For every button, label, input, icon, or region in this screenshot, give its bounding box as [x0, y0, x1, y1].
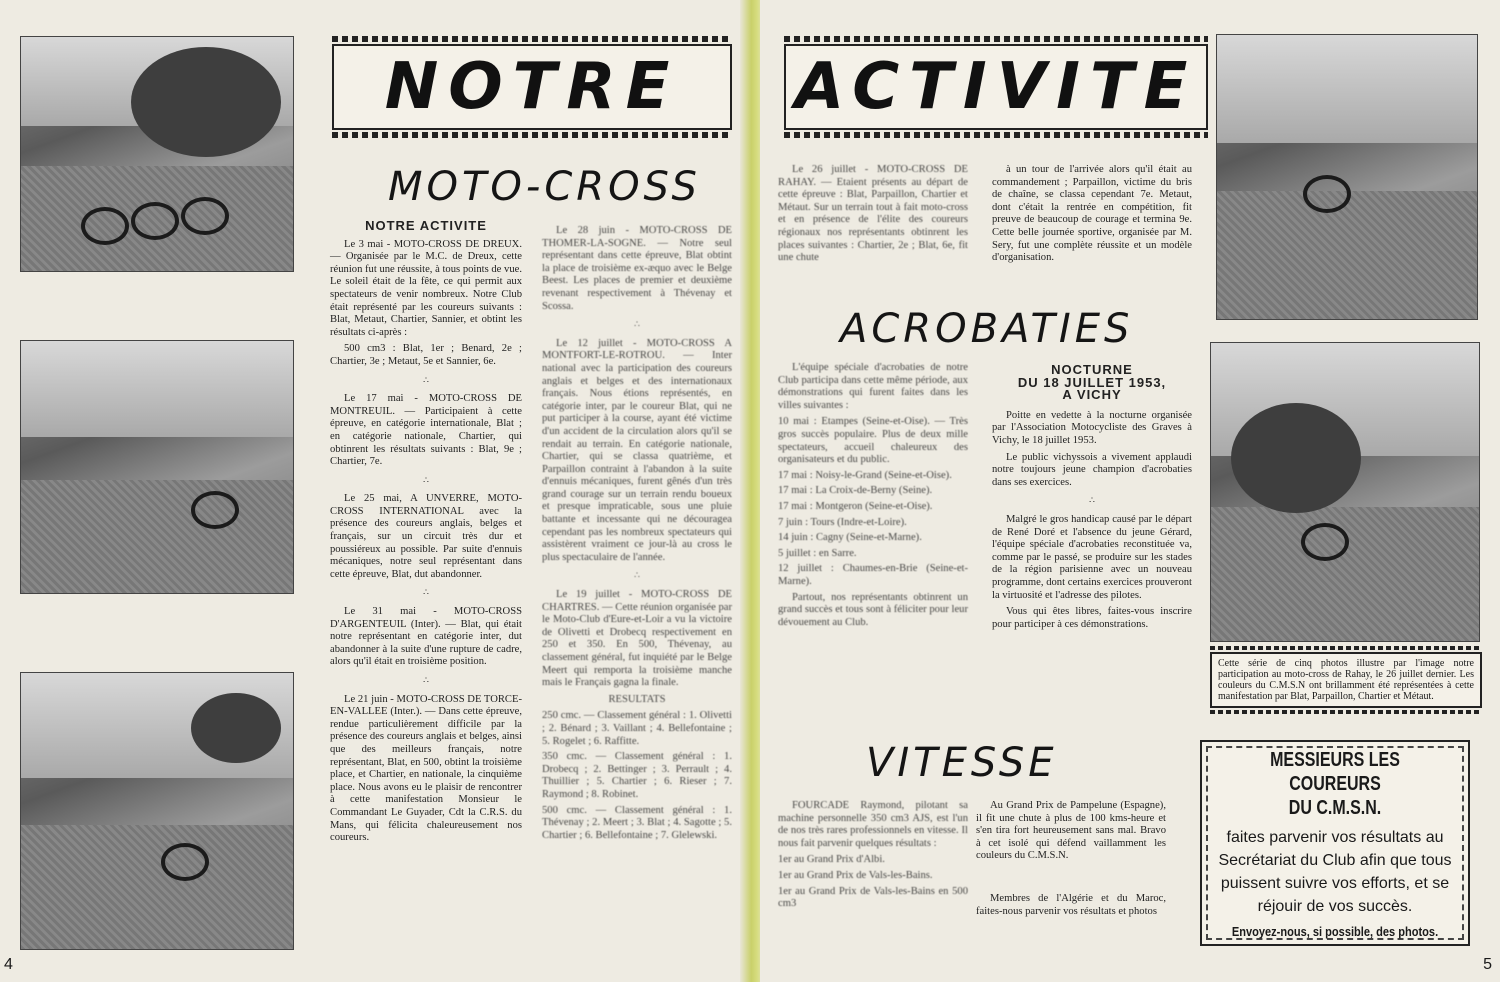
photo-jump-3: [1210, 342, 1480, 642]
photo-jump-2: [1216, 34, 1478, 320]
nocturne-heading-line: NOCTURNE: [1051, 362, 1133, 377]
result-line: 1er au Grand Prix de Vals-les-Bains.: [778, 869, 933, 881]
photo-jump-1: [20, 340, 294, 594]
paragraph: Au Grand Prix de Pampelune (Espagne), il fit une chute à plus de 100 kms-heure et s'en tira fort heureusement sans mal. Bravo à cet isolé qui défend vaillamment les couleurs du C.M.S.N.: [976, 800, 1166, 862]
left-page: [0, 0, 748, 982]
paragraph: Membres de l'Algérie et du Maroc, faites-nous parvenir vos résultats et photos: [976, 892, 1166, 917]
title-box-left: [332, 44, 732, 130]
paragraph: Le public vichyssois a vivement applaudi notre toujours jeune champion d'acrobaties dans ses exercices.: [992, 451, 1192, 488]
paragraph: Le 28 juin - MOTO-CROSS DE THOMER-LA-SOGNE. — Notre seul représentant dans cette épreuve, Blat obtint la place de troisième ex-æquo avec le Belge Beest. Les places de premier et deuxième revenant respectivement à Thévenay et Scossa.: [542, 225, 732, 312]
page-number-left: 4: [4, 956, 13, 973]
photo-caption: Cette série de cinq photos illustre par l'image notre participation au moto-cross de Rahay, le 26 juillet dernier. Les couleurs du C.M.S.N ont brillamment été représentées à cette manifestation par Blat, Parpaillon, Chartier et Métaut.: [1210, 652, 1482, 708]
paragraph: Le 3 mai - MOTO-CROSS DE DREUX. — Organisée par le M.C. de Dreux, cette réunion fut une réussite, à tous points de vue. Le soleil était de la fête, ce qui permit aux spectateurs de venir nombreux. Notre Club était représenté par les coureurs suivants : Blat, Metaut, Chartier, Sannier, et obtint les résultats ci-après :: [330, 238, 522, 338]
vitesse-column-2: [976, 800, 1166, 922]
section-title-vitesse: VITESSE: [866, 740, 1058, 786]
right-page: [760, 0, 1500, 982]
event-line: 17 mai : Noisy-le-Grand (Seine-et-Oise).: [778, 469, 952, 481]
motocross-column-2: Le 28 juin - MOTO-CROSS DE THOMER-LA-SOGNE. — Notre seul représentant dans cette épreuve, Blat obtint la place de troisième ex-æquo avec le Belge Beest. Les places de premier et deuxième revenant respectivement à Thévenay et Scossa. ∴ Le 12 juillet - MOTO-CROSS A MONTFORT-LE-ROTROU. — Inter national avec la participation des coureurs anglais et belges et des internationaux français. Nous étions représentés, en catégorie inter, par le coureur Blat, qui ne put participer à la course, ayant été victime d'un accident de la circulation alors qu'il se rendait au terrain. En catégorie nationale, Chartier, qui se classa quatrième, et Parpaillon contraint à l'abandon à la suite d'ennuis mécaniques, furent gênés d'un très grand courage sur un terrain rendu boueux et presque impraticable, sous une pluie battante et incessante qui ne découragea cependant pas les nombreux spectateurs qui assistèrent vraiment ce jour-là au cross le plus spectaculaire de l'année. ∴ Le 19 juillet - MOTO-CROSS DE CHARTRES. — Cette réunion organisée par le Moto-Club d'Eure-et-Loir a vu la victoire de Olivetti et Drobecq respectivement en 250 et 350. En 500, Thévenay, au classement général, fut inquiété par le Belge Meert qui remporta la troisième manche mais le Français gagna la finale. RESULTATS 250 cmc. — Classement général : 1. Olivetti ; 2. Bénard ; 3. Vaillant ; 4. Bellefontaine ; 5. Rogelet ; 6. Raffitte. 350 cmc. — Classement général : 1. Drobecq ; 2. Bettinger ; 3. Perrault ; 4. Thuillier ; 5. Chartier ; 6. Rieser ; 7. Raymond ; 8. Robinet. 500 cmc. — Classement général : 1. Thévenay ; 2. Meert ; 3. Blat ; 4. Sagotte ; 5. Chartier ; 6. Bellefontaine ; 7. Glelewski.: [542, 225, 732, 841]
paragraph: à un tour de l'arrivée alors qu'il était au commandement ; Parpaillon, victime du bris de chaîne, se classa cependant 7e. Metaut, dont c'était la rentrée en compétition, fit preuve de beaucoup de courage et termina 9e. Cette belle journée sportive, organisée par M. Sery, fut une complète réussite et un modèle d'organisation.: [992, 164, 1192, 264]
acrobaties-column-1: [778, 362, 968, 633]
page-title-right: ACTIVITE: [794, 50, 1198, 124]
nocturne-heading-line: DU 18 JUILLET 1953,: [1017, 374, 1167, 390]
subhead-notre-activite: NOTRE ACTIVITE: [365, 218, 487, 233]
result-line: 1er au Grand Prix d'Albi.: [778, 854, 885, 866]
result-line: 250 cmc. — Classement général : 1. Olivetti ; 2. Bénard ; 3. Vaillant ; 4. Bellefontaine ; 5. Rogelet ; 6. Raffitte.: [542, 710, 732, 747]
event-line: 12 juillet : Chaumes-en-Brie (Seine-et-Marne).: [778, 563, 968, 587]
title-box-right: [784, 44, 1208, 130]
paragraph: Vous qui êtes libres, faites-vous inscrire pour participer à ces démonstrations.: [992, 606, 1192, 630]
event-line: 10 mai : Etampes (Seine-et-Oise). — Très gros succès populaire. Plus de deux mille spectateurs, accueil chaleureux des organisateurs et du public.: [778, 416, 968, 466]
event-line: 5 juillet : en Sarre.: [778, 547, 857, 559]
acrobaties-column-2: NOCTURNE DU 18 JUILLET 1953, A VICHY Poitte en vedette à la nocturne organisée par l'Association Motocycliste des Graves à Vichy, le 18 juillet 1953. Le public vichyssois a vivement applaudi notre toujours jeune champion d'acrobaties dans ses exercices. ∴ Malgré le gros handicap causé par le départ de René Doré et l'absence du jeune Gérard, l'équipe spéciale d'acrobaties reconstituée va, comme par le passé, se produire sur les stades de la région parisienne avec un nouveau programme, dont certains exercices prouveront la virtuosité et l'adresse des pilotes. Vous qui êtes libres, faites-vous inscrire pour participer à ces démonstrations.: [992, 362, 1192, 630]
page-number-right: 5: [1483, 956, 1492, 973]
paragraph: FOURCADE Raymond, pilotant sa machine personnelle 350 cm3 AJS, est l'un de nos très rares professionnels en vitesse. Il nous fait parvenir quelques résultats :: [778, 800, 968, 849]
photo-rider-dust: [20, 672, 294, 950]
result-line: 500 cmc. — Classement général : 1. Thévenay ; 2. Meert ; 3. Blat ; 4. Sagotte ; 5. Chartier ; 6. Bellefontaine ; 7. Glelewski.: [542, 804, 732, 841]
paragraph: Le 26 juillet - MOTO-CROSS DE RAHAY. — Etaient présents au départ de cette épreuve : Blat, Parpaillon, Chartier et Métaut. Sur un terrain tout à fait moto-cross et en présence de l'élite des coureurs régionaux nos représentants obtinrent les places suivantes : Chartier, 2e ; Blat, 6e, fit une chute: [778, 164, 968, 264]
paragraph: Le 12 juillet - MOTO-CROSS A MONTFORT-LE-ROTROU. — Inter national avec la participation des coureurs anglais et belges et des internationaux français. Nous étions représentés, en catégorie inter, par le coureur Blat, qui ne put participer à la course, ayant été victime d'un accident de la circulation alors qu'il se rendait au terrain. En catégorie nationale, Chartier, qui se classa quatrième, et Parpaillon contraint à l'abandon à la suite d'ennuis mécaniques, furent gênés d'un très grand courage sur un terrain rendu boueux et presque impraticable, sous une pluie battante et incessante qui ne découragea cependant pas les nombreux spectateurs qui assistèrent vraiment ce jour-là au cross le plus spectaculaire de l'année.: [542, 337, 732, 563]
nocturne-heading-line: A VICHY: [1062, 387, 1122, 403]
paragraph: Poitte en vedette à la nocturne organisée par l'Association Motocycliste des Graves à Vichy, le 18 juillet 1953.: [992, 409, 1192, 446]
paragraph: Partout, nos représentants obtinrent un grand succès et tous sont à féliciter pour leur dévouement au Club.: [778, 591, 968, 628]
page-title-left: NOTRE: [384, 50, 680, 124]
event-line: 14 juin : Cagny (Seine-et-Marne).: [778, 532, 922, 544]
paragraph: L'équipe spéciale d'acrobaties de notre Club participa dans cette même période, aux démonstrations qui furent faites dans les villes suivantes :: [778, 362, 968, 411]
notice-box: [1200, 740, 1470, 946]
motocross-column-3: [778, 164, 968, 269]
event-line: 17 mai : La Croix-de-Berny (Seine).: [778, 485, 933, 497]
motocross-column-1: NOTRE ACTIVITE Le 3 mai - MOTO-CROSS DE DREUX. — Organisée par le M.C. de Dreux, cette réunion fut une réussite, à tous points de vue. Le soleil était de la fête, ce qui permit aux spectateurs de venir nombreux. Notre Club était représenté par les coureurs suivants : Blat, Metaut, Chartier, Sannier, et obtint les résultats ci-après : 500 cm3 : Blat, 1er ; Benard, 2e ; Chartier, 3e ; Metaut, 5e et Sannier, 6e. ∴ Le 17 mai - MOTO-CROSS DE MONTREUIL. — Participaient à cette épreuve, en catégorie internationale, Blat ; en catégorie nationale, Chartier, qui obtinrent les résultats suivants : Blat, 9e ; Chartier, 7e. ∴ Le 25 mai, A UNVERRE, MOTO-CROSS INTERNATIONAL avec la présence des coureurs anglais, belges et français, sur un circuit très dur et poussiéreux au possible. Par suite d'ennuis mécaniques, notre seul représentant dans cette épreuve, Blat, dut abandonner. ∴ Le 31 mai - MOTO-CROSS D'ARGENTEUIL (Inter). — Blat, qui était notre représentant en catégorie inter, dut abandonner à la suite d'une rupture de cadre, alors qu'il était en troisième position. ∴ Le 21 juin - MOTO-CROSS DE TORCE-EN-VALLEE (Inter.). — Dans cette épreuve, rendue particulièrement difficile par la présence des coureurs anglais et belges, ainsi que des meilleurs français, notre représentant, Blat, en 500, obtint la troisième place, et Chartier, en nationale, la cinquième place. Nous avons eu le plaisir de rencontrer à cette manifestation Monsieur le Commandant Le Guyader, Cdt la C.R.S. du Mans, qui félicita chaleureusement nos coureurs.: [330, 218, 522, 844]
photo-start-line: [20, 36, 294, 272]
paragraph: 500 cm3 : Blat, 1er ; Benard, 2e ; Chartier, 3e ; Metaut, 5e et Sannier, 6e.: [330, 343, 522, 367]
section-title-motocross: MOTO-CROSS: [388, 164, 701, 210]
result-line: 350 cmc. — Classement général : 1. Drobecq ; 2. Bettinger ; 3. Perrault ; 4. Thuillier ; 5. Chartier ; 6. Rieser ; 7. Raymond ; 8. Robinet.: [542, 751, 732, 800]
event-line: 17 mai : Montgeron (Seine-et-Oise).: [778, 500, 933, 512]
vitesse-column-1: [778, 800, 968, 914]
result-line: 1er au Grand Prix de Vals-les-Bains en 500 cm3: [778, 885, 968, 910]
event-line: 7 juin : Tours (Indre-et-Loire).: [778, 516, 907, 528]
paragraph: Le 31 mai - MOTO-CROSS D'ARGENTEUIL (Inter). — Blat, qui était notre représentant en catégorie inter, dut abandonner à la suite d'une rupture de cadre, alors qu'il était en troisième position.: [330, 606, 522, 668]
nocturne-heading: [992, 364, 1192, 402]
notice-body: faites parvenir vos résultats au Secrétariat du Club afin que tous puissent suivre vos efforts, et se réjouir de vos succès.: [1218, 829, 1452, 915]
paragraph: Le 19 juillet - MOTO-CROSS DE CHARTRES. — Cette réunion organisée par le Moto-Club d'Eure-et-Loir a vu la victoire de Olivetti et Drobecq respectivement en 250 et 350. En 500, Thévenay, au classement général, fut inquiété par le Belge Meert qui remporta la troisième manche mais le Français gagna la finale.: [542, 589, 732, 689]
motocross-column-4: [992, 164, 1192, 269]
notice-title-line-1: MESSIEURS LES COUREURS: [1270, 749, 1400, 795]
paragraph: Le 17 mai - MOTO-CROSS DE MONTREUIL. — Participaient à cette épreuve, en catégorie internationale, Blat ; en catégorie nationale, Chartier, qui obtinrent les résultats suivants : Blat, 9e ; Chartier, 7e.: [330, 393, 522, 468]
paragraph: Le 25 mai, A UNVERRE, MOTO-CROSS INTERNATIONAL avec la présence des coureurs anglais, belges et français, sur un circuit très dur et poussiéreux au possible. Par suite d'ennuis mécaniques, notre seul représentant dans cette épreuve, Blat, dut abandonner.: [330, 493, 522, 580]
section-title-acrobaties: ACROBATIES: [840, 306, 1134, 352]
notice-title-line-2: DU C.M.S.N.: [1288, 797, 1382, 819]
paragraph: Le 21 juin - MOTO-CROSS DE TORCE-EN-VALLEE (Inter.). — Dans cette épreuve, rendue particulièrement difficile par la présence des coureurs anglais et belges, ainsi que des meilleurs français, notre représentant, Blat, en 500, obtint la troisième place, et Chartier, en nationale, la cinquième place. Nous avons eu le plaisir de rencontrer à cette manifestation Monsieur le Commandant Le Guyader, Cdt la C.R.S. du Mans, qui félicita chaleureusement nos coureurs.: [330, 693, 522, 844]
results-heading: RESULTATS: [608, 693, 666, 705]
paragraph: Malgré le gros handicap causé par le départ de René Doré et l'absence du jeune Gérard, l'équipe spéciale d'acrobaties reconstituée va, comme par le passé, se produire sur les stades de la région parisienne avec un nouveau programme, dont certains exercices prouveront la virtuosité et l'adresse des pilotes.: [992, 513, 1192, 601]
notice-footer: Envoyez-nous, si possible, des photos.: [1231, 924, 1439, 939]
